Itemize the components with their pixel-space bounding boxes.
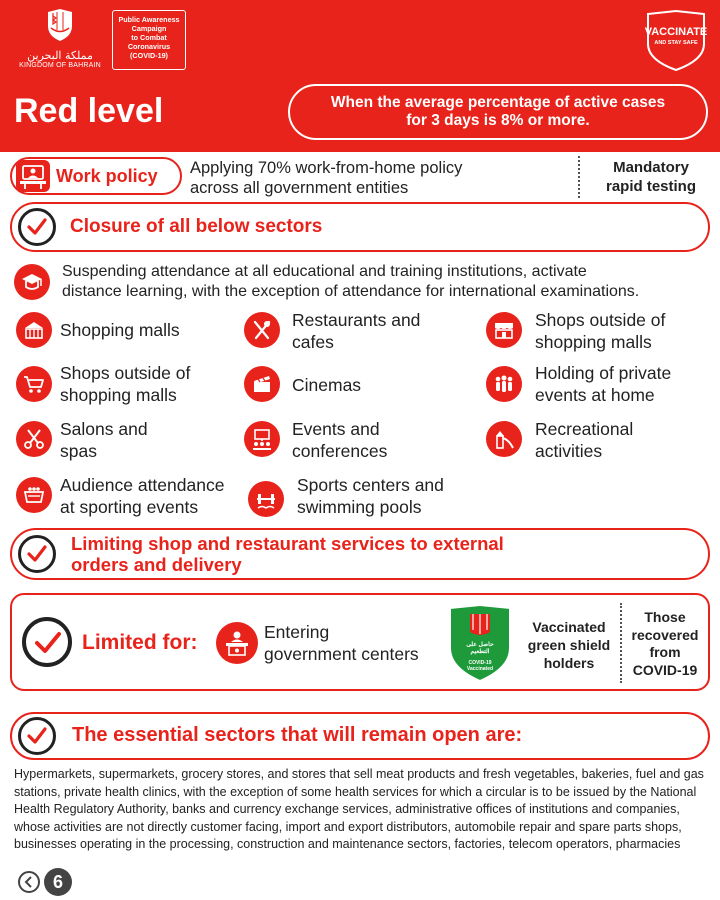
vaccinate-subtitle: AND STAY SAFE	[654, 40, 698, 46]
campaign-line: Public Awareness	[118, 15, 180, 24]
sector-line: at sporting events	[60, 497, 199, 517]
check-icon	[18, 208, 56, 246]
vacc-line: holders	[543, 655, 595, 671]
government-centers-text	[264, 621, 419, 665]
sector-line: conferences	[292, 441, 388, 461]
playground-icon	[486, 421, 522, 457]
vaccinate-title: VACCINATE	[644, 26, 708, 38]
back-button[interactable]	[18, 871, 40, 893]
shopping-cart-icon	[16, 366, 52, 402]
sector-line: Sports centers and	[297, 475, 444, 495]
rapid-line: Mandatory	[613, 159, 689, 176]
education-line: distance learning, with the exception of attendance for international examinations.	[62, 283, 640, 300]
sector-line: Shopping malls	[60, 320, 180, 340]
vacc-line: Vaccinated	[532, 619, 606, 635]
shopping-mall-icon	[16, 312, 52, 348]
sector-item	[60, 319, 180, 341]
sector-line: Restaurants and	[292, 310, 421, 330]
conference-icon	[244, 421, 280, 457]
education-text	[62, 262, 712, 302]
work-policy-label: Work policy	[56, 166, 158, 186]
storefront-icon	[486, 312, 522, 348]
limiting-line: Limiting shop and restaurant services to external	[71, 533, 504, 554]
campaign-line: Campaign	[131, 24, 167, 33]
recovered-text	[624, 609, 706, 679]
gym-icon	[248, 481, 284, 517]
sector-line: Shops outside of	[60, 363, 191, 383]
essential-sectors-text: Hypermarkets, supermarkets, grocery stores, and stores that sell meat products and fresh vegetables, bakeries, fuel and gas stations, private health clinics, with the exception of some health services for which a circular is to be issued by the National Health Regulatory Authority, banks and currency exchange services, administrative offices of institutions and companies, whose activities are not directly customer facing, import and export distributors, automobile repair and spare parts shops, businesses operating in the processing, construction and maintenance sectors, factories, telecom operators, pharmacies	[14, 767, 704, 851]
campaign-line: Coronavirus	[127, 42, 171, 51]
entering-line: government centers	[264, 644, 419, 664]
graduation-cap-icon	[14, 264, 50, 300]
check-icon	[22, 617, 72, 667]
restaurant-icon	[244, 312, 280, 348]
sector-item	[292, 418, 387, 462]
page-title: Red level	[14, 92, 164, 130]
bahrain-logo	[14, 8, 106, 72]
sector-line: Salons and	[60, 419, 148, 439]
sector-item	[297, 474, 444, 518]
sector-item	[60, 474, 224, 518]
limiting-line: orders and delivery	[71, 554, 242, 575]
sector-line: events at home	[535, 385, 655, 405]
recov-line: COVID-19	[632, 661, 698, 678]
check-icon	[18, 535, 56, 573]
sector-line: Audience attendance	[60, 475, 225, 495]
entering-line: Entering	[264, 622, 330, 642]
sector-line: Cinemas	[292, 375, 362, 395]
logo-english-text: KINGDOM OF BAHRAIN	[19, 62, 101, 69]
sector-item	[535, 362, 671, 406]
scissors-icon	[16, 421, 52, 457]
sector-item	[535, 418, 633, 462]
sector-item	[60, 418, 148, 462]
sector-line: spas	[60, 441, 97, 461]
closure-title: Closure of all below sectors	[70, 216, 323, 237]
dotted-divider	[620, 603, 622, 683]
government-center-icon	[216, 622, 258, 664]
campaign-badge	[112, 10, 186, 70]
shield-arabic-line: حاصل على	[466, 642, 494, 648]
education-line: Suspending attendance at all educational and training institutions, activate	[62, 263, 587, 280]
check-icon	[18, 717, 56, 755]
level-criteria	[288, 84, 708, 140]
sector-line: Holding of private	[535, 363, 672, 383]
people-gathering-icon	[486, 366, 522, 402]
sector-line: Shops outside of	[535, 310, 666, 330]
sector-item	[60, 362, 190, 406]
chevron-left-icon	[24, 876, 34, 888]
sector-line: Events and	[292, 419, 380, 439]
dotted-divider	[578, 156, 580, 198]
vaccinate-badge	[642, 10, 710, 72]
shield-english-line: COVID-19	[468, 660, 492, 666]
work-policy-text	[190, 158, 462, 198]
criteria-line: When the average percentage of active cases	[330, 94, 666, 111]
sector-item	[292, 374, 361, 396]
rapid-line: rapid testing	[605, 178, 696, 195]
shield-english-line: Vaccinated	[466, 666, 494, 672]
green-shield-badge	[446, 604, 514, 682]
sector-line: cafes	[292, 332, 334, 352]
work-policy-line: across all government entities	[190, 179, 409, 197]
sector-line: activities	[535, 441, 603, 461]
logo-arabic-text: مملكة البحرين	[27, 49, 93, 62]
recov-line: Those	[644, 609, 686, 625]
work-policy-icon	[16, 160, 50, 192]
shield-arabic-line: التطعيم	[470, 649, 490, 655]
crest-icon	[45, 8, 75, 42]
recov-line: from	[649, 644, 681, 660]
vacc-line: green shield	[527, 637, 611, 653]
campaign-line: to Combat	[131, 33, 167, 42]
stadium-icon	[16, 477, 52, 513]
sector-item	[535, 309, 665, 353]
vaccinated-holders-text	[522, 618, 616, 672]
rapid-testing-text	[586, 158, 716, 196]
essential-title: The essential sectors that will remain open are:	[72, 724, 523, 746]
cinema-icon	[244, 366, 280, 402]
sector-line: swimming pools	[297, 497, 422, 517]
campaign-line: (COVID-19)	[130, 51, 168, 60]
sector-item	[292, 309, 420, 353]
shield-english-text	[446, 660, 514, 672]
work-policy-line: Applying 70% work-from-home policy	[190, 159, 463, 177]
sector-line: shopping malls	[535, 332, 652, 352]
sector-line: Recreational	[535, 419, 634, 439]
limited-for-label: Limited for:	[82, 631, 198, 654]
page-number: 6	[44, 868, 72, 896]
criteria-line: for 3 days is 8% or more.	[406, 112, 590, 129]
recov-line: recovered	[631, 626, 699, 643]
limiting-title	[71, 533, 504, 575]
shield-arabic-text	[446, 642, 514, 656]
sector-line: shopping malls	[60, 385, 177, 405]
